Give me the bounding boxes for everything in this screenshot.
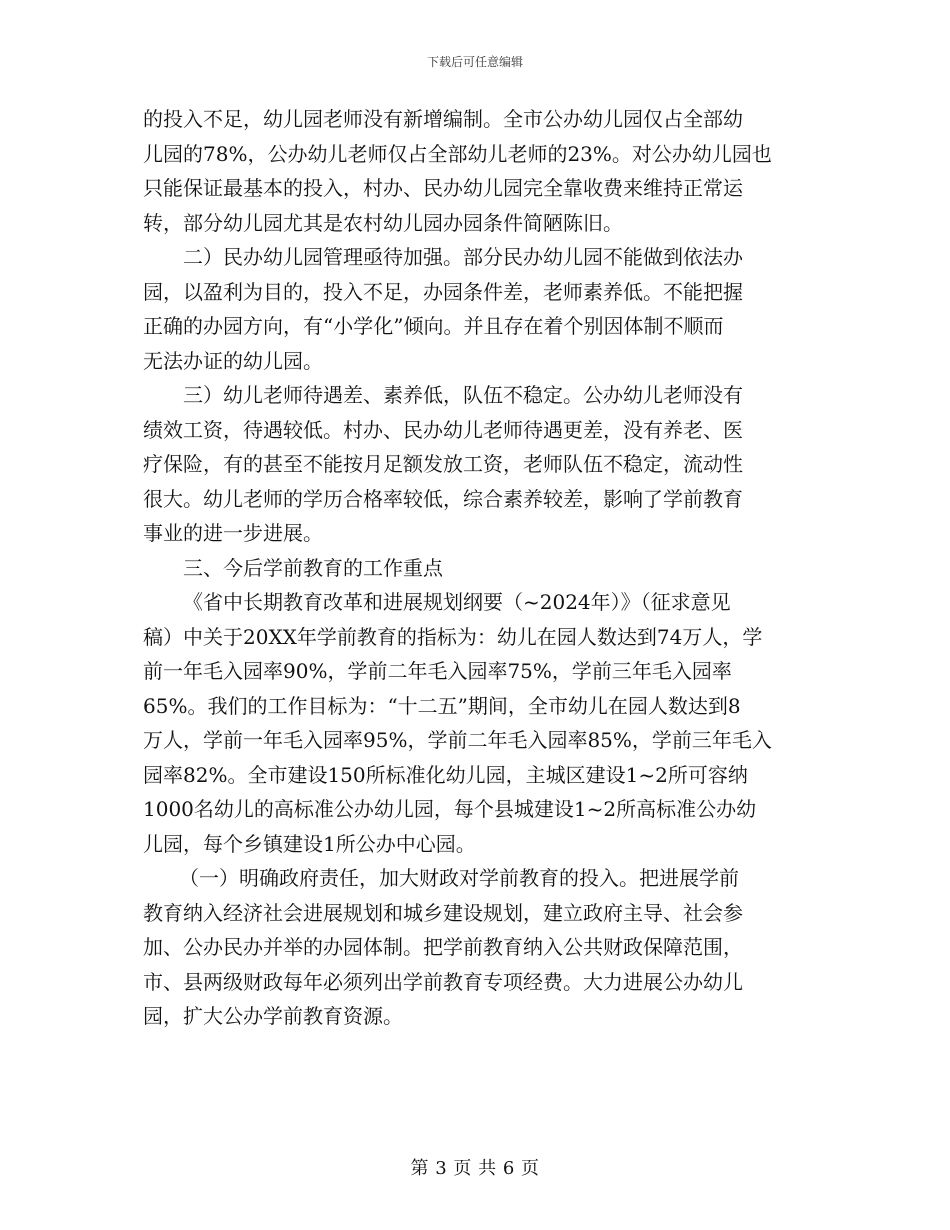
text-line: 65%。我们的工作目标为：“十二五”期间，全市幼儿在园人数达到8 — [143, 693, 741, 718]
paragraph-start-line: 二）民办幼儿园管理亟待加强。部分民办幼儿园不能做到依法办 — [183, 245, 743, 269]
text-line: 前一年毛入园率90%，学前二年毛入园率75%，学前三年毛入园率 — [143, 659, 732, 683]
section-heading: 三、今后学前教育的工作重点 — [183, 555, 443, 580]
paragraph-start-line: （一）明确政府责任，加大财政对学前教育的投入。把进展学前 — [179, 866, 739, 890]
document-body — [143, 102, 811, 1034]
text-line: 绩效工资，待遇较低。村办、民办幼儿老师待遇更差，没有养老、医 — [143, 417, 743, 442]
text-line: 加、公办民办并举的办园体制。把学前教育纳入公共财政保障范围， — [143, 935, 743, 959]
text-line: 园，扩大公办学前教育资源。 — [143, 1004, 403, 1028]
text-line: 1000名幼儿的高标准公办幼儿园，每个县城建设1~2所高标准公办幼 — [143, 797, 757, 821]
text-line: 正确的办园方向，有“小学化”倾向。并且存在着个别因体制不顺而 — [143, 314, 724, 338]
text-line: 儿园的78%，公办幼儿老师仅占全部幼儿老师的23%。对公办幼儿园也 — [143, 141, 772, 166]
text-line: 园，以盈利为目的，投入不足，办园条件差，老师素养低。不能把握 — [143, 279, 743, 304]
paragraph-start-line: 三）幼儿老师待遇差、素养低，队伍不稳定。公办幼儿老师没有 — [183, 383, 743, 407]
text-line: 园率82%。全市建设150所标准化幼儿园，主城区建设1~2所可容纳 — [143, 762, 748, 787]
text-line: 的投入不足，幼儿园老师没有新增编制。全市公办幼儿园仅占全部幼 — [143, 107, 743, 131]
text-line: 转，部分幼儿园尤其是农村幼儿园办园条件简陋陈旧。 — [143, 210, 623, 235]
text-line: 很大。幼儿老师的学历合格率较低，综合素养较差，影响了学前教育 — [143, 486, 743, 511]
text-line: 疗保险，有的甚至不能按月足额发放工资，老师队伍不稳定，流动性 — [143, 452, 743, 476]
text-line: 儿园，每个乡镇建设1所公办中心园。 — [143, 831, 476, 856]
paragraph-start-line: 《省中长期教育改革和进展规划纲要（~2024年）》（征求意见 — [183, 590, 731, 614]
text-line: 教育纳入经济社会进展规划和城乡建设规划，建立政府主导、社会参 — [143, 900, 743, 925]
text-line: 无法办证的幼儿园。 — [143, 348, 323, 373]
text-line: 市、县两级财政每年必须列出学前教育专项经费。大力进展公办幼儿 — [143, 969, 743, 994]
page-number: 第 3 页 共 6 页 — [410, 1158, 540, 1179]
text-line: 只能保证最基本的投入，村办、民办幼儿园完全靠收费来维持正常运 — [143, 176, 743, 200]
page-header: 下载后可任意编辑 — [426, 55, 523, 69]
text-line: 稿）中关于20XX年学前教育的指标为：幼儿在园人数达到74万人，学 — [143, 624, 763, 649]
text-line: 事业的进一步进展。 — [143, 521, 323, 545]
text-line: 万人，学前一年毛入园率95%，学前二年毛入园率85%，学前三年毛入 — [143, 728, 772, 752]
